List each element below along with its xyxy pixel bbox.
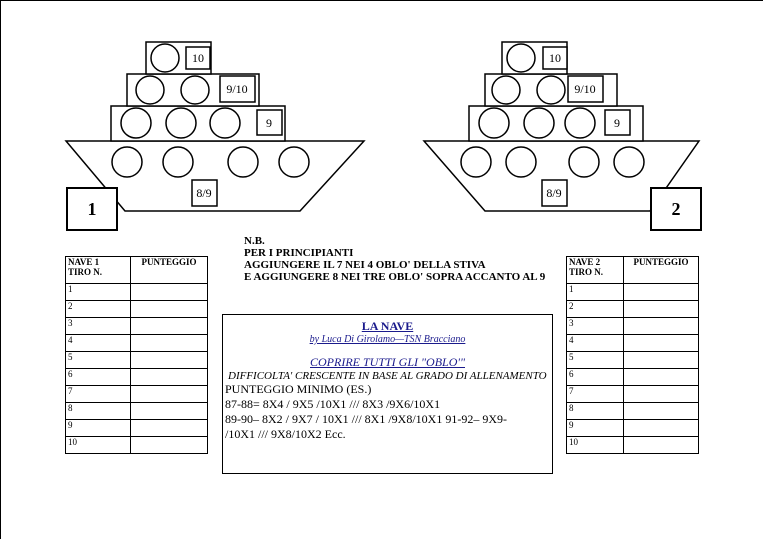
table-row: 6 <box>567 369 699 386</box>
difficulty-note: DIFFICOLTA' CRESCENTE IN BASE AL GRADO DI ALLENAMENTO <box>228 370 547 382</box>
score-cell[interactable] <box>131 284 208 301</box>
ship-1-porthole <box>166 108 196 138</box>
table-row: 8 <box>66 403 208 420</box>
table-row: 5 <box>66 352 208 369</box>
ship-2-label-9: 9 <box>614 116 620 130</box>
table-row: 10 <box>567 437 699 454</box>
table-row: 9 <box>66 420 208 437</box>
ship-2-porthole <box>492 76 520 104</box>
ship-2-porthole <box>506 147 536 177</box>
ship-1-porthole <box>228 147 258 177</box>
ship-2-porthole <box>461 147 491 177</box>
ship-1-label-9: 9 <box>266 116 272 130</box>
score-cell[interactable] <box>624 335 699 352</box>
ship-2-porthole <box>565 108 595 138</box>
ship-1 <box>66 42 364 211</box>
ship-2-porthole <box>537 76 565 104</box>
ship-1-number: 1 <box>66 187 118 231</box>
ship-2-number: 2 <box>650 187 702 231</box>
ship-1-label-8-9: 8/9 <box>196 186 212 200</box>
score-cell[interactable] <box>131 420 208 437</box>
table-row: 6 <box>66 369 208 386</box>
table-row: 8 <box>567 403 699 420</box>
ship-1-porthole <box>279 147 309 177</box>
ship-1-porthole <box>151 44 179 72</box>
score-cell[interactable] <box>624 386 699 403</box>
beginners-note <box>244 235 545 283</box>
score-cell[interactable] <box>131 318 208 335</box>
score-cell[interactable] <box>131 335 208 352</box>
ship-1-label-9-10: 9/10 <box>226 82 248 96</box>
min-score-line: PUNTEGGIO MINIMO (ES.) <box>225 382 372 396</box>
ship-2-label-9-10: 9/10 <box>574 82 596 96</box>
header-score: PUNTEGGIO <box>624 257 699 284</box>
score-cell[interactable] <box>624 301 699 318</box>
score-cell[interactable] <box>624 437 699 454</box>
game-title: LA NAVE <box>361 319 414 333</box>
header-score: PUNTEGGIO <box>131 257 208 284</box>
table-row: 4 <box>567 335 699 352</box>
min-score-line: 87-88= 8X4 / 9X5 /10X1 /// 8X3 /9X6/10X1 <box>225 397 441 411</box>
table-row: 2 <box>66 301 208 318</box>
ship-1-porthole <box>136 76 164 104</box>
table-row: 9 <box>567 420 699 437</box>
rules-box <box>222 314 553 474</box>
table-row: 2 <box>567 301 699 318</box>
score-cell[interactable] <box>624 352 699 369</box>
min-score-line: /10X1 /// 9X8/10X2 Ecc. <box>225 427 346 441</box>
score-cell[interactable] <box>624 369 699 386</box>
note-line: PER I PRINCIPIANTI <box>244 247 354 259</box>
table-row: 3 <box>567 318 699 335</box>
header-ship-shot: NAVE 2 TIRO N. <box>567 257 624 284</box>
ship-2-porthole <box>507 44 535 72</box>
score-table-2 <box>566 256 699 454</box>
score-cell[interactable] <box>131 352 208 369</box>
table-row: 5 <box>567 352 699 369</box>
score-cell[interactable] <box>624 420 699 437</box>
note-line: N.B. <box>244 235 265 247</box>
ship-1-label-10: 10 <box>192 51 204 65</box>
table-row: 7 <box>66 386 208 403</box>
table-header-row <box>66 257 208 284</box>
score-cell[interactable] <box>624 318 699 335</box>
table-row: 1 <box>567 284 699 301</box>
ship-1-porthole <box>121 108 151 138</box>
table-header-row <box>567 257 699 284</box>
note-line: E AGGIUNGERE 8 NEI TRE OBLO' SOPRA ACCANTO AL 9 <box>244 271 546 283</box>
ship-2-porthole <box>569 147 599 177</box>
ship-1-porthole <box>112 147 142 177</box>
score-cell[interactable] <box>131 437 208 454</box>
ship-2-porthole <box>479 108 509 138</box>
score-cell[interactable] <box>131 301 208 318</box>
author-credit: by Luca Di Girolamo—TSN Bracciano <box>309 334 466 345</box>
score-cell[interactable] <box>131 386 208 403</box>
score-cell[interactable] <box>131 369 208 386</box>
table-row: 7 <box>567 386 699 403</box>
ship-1-porthole <box>210 108 240 138</box>
ship-2-porthole <box>614 147 644 177</box>
ship-1-porthole <box>163 147 193 177</box>
score-cell[interactable] <box>624 403 699 420</box>
ship-2-porthole <box>524 108 554 138</box>
score-table-1 <box>65 256 208 454</box>
min-score-line: 89-90– 8X2 / 9X7 / 10X1 /// 8X1 /9X8/10X1 91-92– 9X9- <box>225 412 507 426</box>
header-ship-shot: NAVE 1 TIRO N. <box>66 257 131 284</box>
table-row: 3 <box>66 318 208 335</box>
ship-2-label-10: 10 <box>549 51 561 65</box>
table-row: 1 <box>66 284 208 301</box>
score-cell[interactable] <box>131 403 208 420</box>
ship-2-label-8-9: 8/9 <box>546 186 562 200</box>
cover-instruction: COPRIRE TUTTI GLI "OBLO'" <box>310 355 465 369</box>
score-cell[interactable] <box>624 284 699 301</box>
table-row: 10 <box>66 437 208 454</box>
ship-1-porthole <box>181 76 209 104</box>
table-row: 4 <box>66 335 208 352</box>
note-line: AGGIUNGERE IL 7 NEI 4 OBLO' DELLA STIVA <box>244 259 486 271</box>
